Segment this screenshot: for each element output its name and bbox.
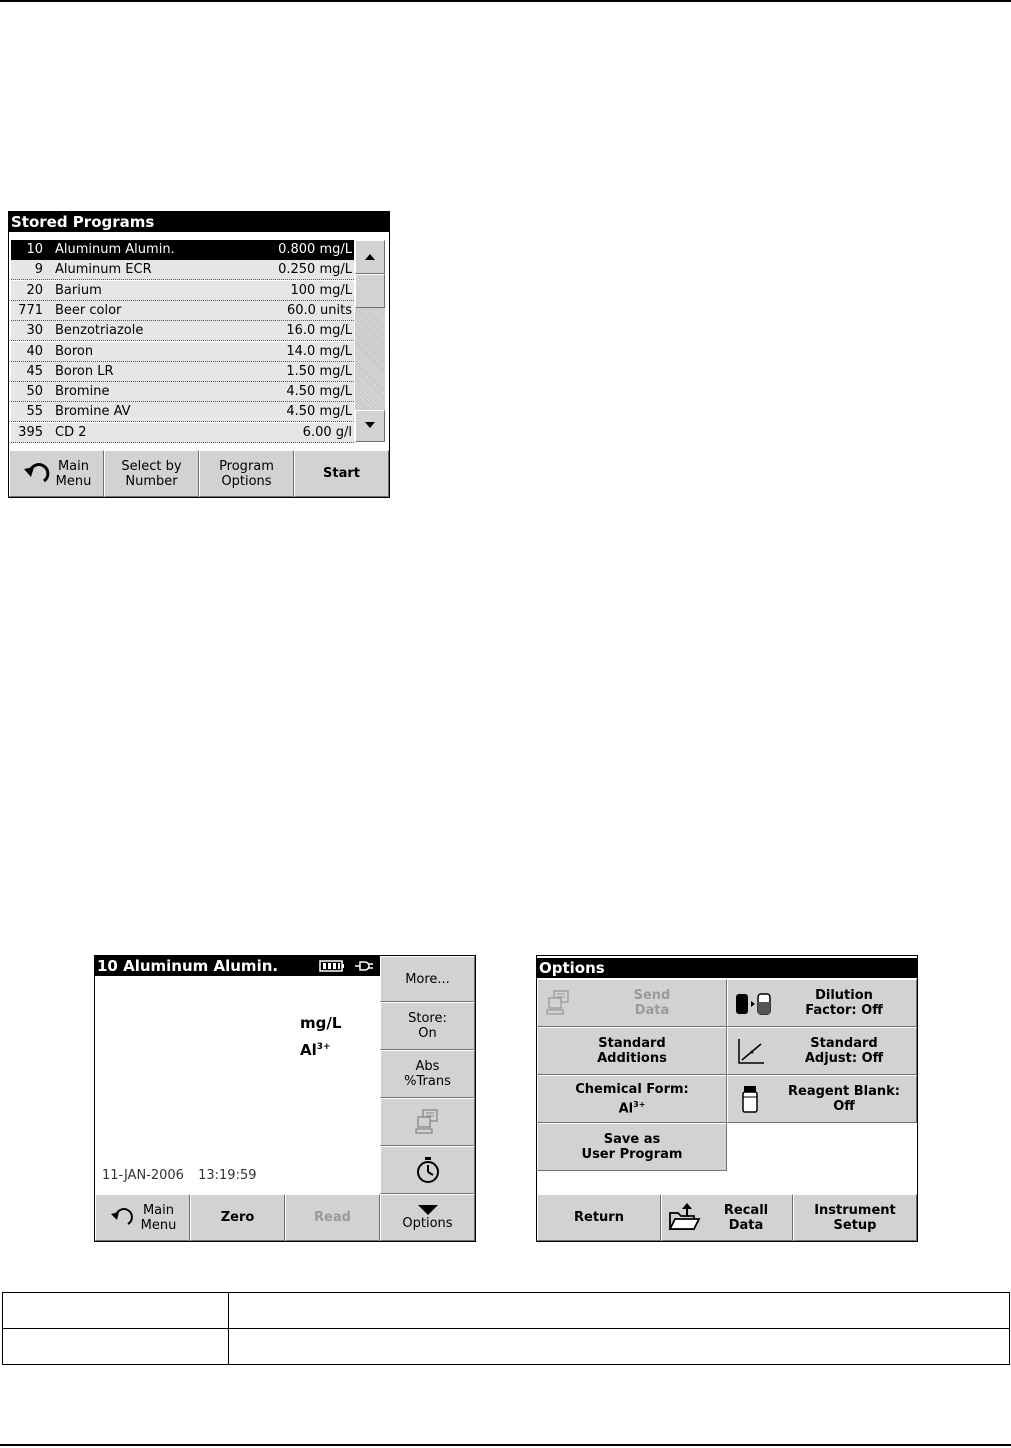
scroll-down-button[interactable] [355,410,385,442]
table-cell [3,1329,229,1365]
program-number: 40 [26,343,43,359]
program-name: Benzotriazole [55,323,144,339]
program-name: Boron LR [55,363,114,379]
stopwatch-icon [413,1155,443,1185]
dilution-label-2: Factor: Off [805,1003,883,1018]
dilution-vials-icon [734,990,774,1018]
zero-button[interactable] [190,1194,285,1241]
computer-icon [413,1107,443,1137]
start-label: Start [323,466,360,481]
unit-label: mg/L [300,1014,342,1032]
dilution-factor-button[interactable] [727,979,917,1027]
program-value: 6.00 g/l [302,424,352,440]
chemical-form-button[interactable] [537,1075,727,1123]
program-options-button[interactable] [199,450,294,497]
standard-adjust-button[interactable] [727,1027,917,1075]
program-options-label-1: Program [219,458,274,474]
main-menu-label-1: Main [57,458,90,474]
list-item[interactable] [11,423,354,443]
program-value: 0.800 mg/L [278,242,352,257]
program-name: Boron [55,343,94,359]
recall-data-button[interactable] [661,1194,793,1241]
send-data-button[interactable] [537,979,727,1027]
program-name: Aluminum Alumin. [55,242,175,257]
list-item[interactable] [11,260,354,280]
program-number: 55 [26,404,43,420]
program-number: 10 [26,242,43,257]
store-button[interactable] [380,1002,475,1050]
instr-label-2: Setup [833,1217,877,1233]
reagent-label-2: Off [833,1099,855,1114]
datetime [102,1168,257,1183]
std-adj-label-1: Standard [810,1036,878,1051]
store-label-2: On [418,1026,437,1041]
chemical-form-charge: 3+ [316,1042,331,1052]
program-number: 45 [26,363,43,379]
chem-form-label-2 [619,1097,646,1116]
reagent-blank-button[interactable] [727,1075,917,1123]
more-label: More... [405,971,450,987]
list-item[interactable] [11,321,354,341]
std-add-label-2: Additions [597,1051,667,1066]
measurement-title [95,956,380,976]
read-button[interactable] [285,1194,380,1241]
program-value: 0.250 mg/L [278,262,352,278]
program-number: 395 [18,424,43,440]
stored-programs-screen [8,211,390,498]
program-name: CD 2 [55,424,87,440]
power-plug-icon [353,959,375,973]
program-value: 4.50 mg/L [286,404,352,420]
start-button[interactable] [294,450,389,497]
save-user-program-button[interactable] [537,1123,727,1171]
send-label-2: Data [634,1003,670,1018]
reagent-label-1: Reagent Blank: [788,1084,900,1099]
program-number: 20 [26,282,43,298]
list-item[interactable] [11,402,354,422]
std-adj-label-2: Adjust: Off [804,1051,884,1066]
arrow-down-icon [356,411,384,441]
battery-icon [319,960,345,972]
calibration-curve-icon [736,1037,766,1065]
send-label-1: Send [633,988,671,1003]
list-item[interactable] [11,301,354,321]
store-label-1: Store: [408,1011,447,1026]
send-data-button[interactable] [380,1098,475,1146]
read-label: Read [314,1210,351,1225]
date-text: 11-JAN-2006 [102,1168,184,1183]
main-menu-label-2: Menu [140,1217,177,1233]
zero-label: Zero [220,1210,255,1225]
scroll-up-button[interactable] [355,240,385,274]
bottom-rule [0,1444,1011,1446]
measurement-screen [94,955,476,1242]
trans-label: %Trans [404,1074,451,1089]
select-label-2: Number [125,473,178,489]
arrow-up-icon [356,241,384,273]
program-value: 1.50 mg/L [286,363,352,379]
time-text: 13:19:59 [198,1168,257,1183]
top-rule [0,0,1011,2]
instr-label-1: Instrument [814,1202,896,1218]
options-screen [536,955,918,1242]
empty-table [2,1292,1010,1365]
program-value: 100 mg/L [290,282,352,298]
computer-icon [544,988,574,1018]
select-by-number-button[interactable] [104,450,199,497]
list-item[interactable] [11,382,354,402]
save-label-1: Save as [603,1132,661,1147]
back-arrow-icon [22,459,52,489]
recall-label-1: Recall [723,1202,769,1218]
table-cell [229,1293,1010,1329]
select-label-1: Select by [121,458,182,474]
list-item[interactable] [11,281,354,301]
recall-label-2: Data [728,1217,764,1233]
program-number: 9 [34,262,43,278]
options-title: Options [537,958,917,978]
program-options-label-2: Options [221,473,272,489]
return-label: Return [574,1210,624,1225]
program-name: Aluminum ECR [55,262,152,278]
list-item[interactable] [11,240,354,260]
options-label: Options [402,1216,453,1231]
list-item[interactable] [11,362,354,382]
abs-label: Abs [415,1059,440,1074]
return-button[interactable] [537,1194,661,1241]
main-menu-label-2: Menu [55,473,92,489]
program-name: Bromine AV [55,404,131,420]
chemical-form: Al [300,1041,317,1059]
triangle-down-icon [417,1204,439,1216]
back-arrow-icon [109,1205,135,1231]
chem-form-charge: 3+ [633,1099,646,1109]
program-value: 14.0 mg/L [286,343,352,359]
chem-form-value: Al [618,1101,634,1117]
program-name: Barium [55,282,102,298]
chemical-form-label [300,1041,331,1059]
list-item[interactable] [11,342,354,362]
program-name: Beer color [55,302,122,318]
dilution-label-1: Dilution [815,988,873,1003]
program-value: 4.50 mg/L [286,384,352,400]
timer-button[interactable] [380,1146,475,1194]
options-button[interactable] [380,1194,475,1241]
abs-trans-button[interactable] [380,1050,475,1098]
more-button[interactable] [380,956,475,1002]
instrument-setup-button[interactable] [793,1194,917,1241]
standard-additions-button[interactable] [537,1027,727,1075]
main-menu-button[interactable] [9,450,104,497]
program-value: 60.0 units [286,302,352,318]
std-add-label-1: Standard [598,1036,666,1051]
main-menu-label-1: Main [142,1202,175,1218]
save-label-2: User Program [581,1147,683,1162]
stored-programs-title: Stored Programs [9,212,389,232]
table-row [3,1293,1010,1329]
table-cell [3,1293,229,1329]
program-name: Bromine [55,384,110,400]
program-number: 30 [26,323,43,339]
main-menu-button[interactable] [95,1194,190,1241]
program-number: 50 [26,384,43,400]
program-value: 16.0 mg/L [286,323,352,339]
program-title: 10 Aluminum Alumin. [97,957,279,975]
table-row [3,1329,1010,1365]
chem-form-label-1: Chemical Form: [575,1081,689,1097]
program-number: 771 [18,302,43,318]
scroll-thumb[interactable] [355,274,385,308]
open-folder-icon [668,1203,702,1233]
vial-icon [740,1084,760,1114]
table-cell [229,1329,1010,1365]
